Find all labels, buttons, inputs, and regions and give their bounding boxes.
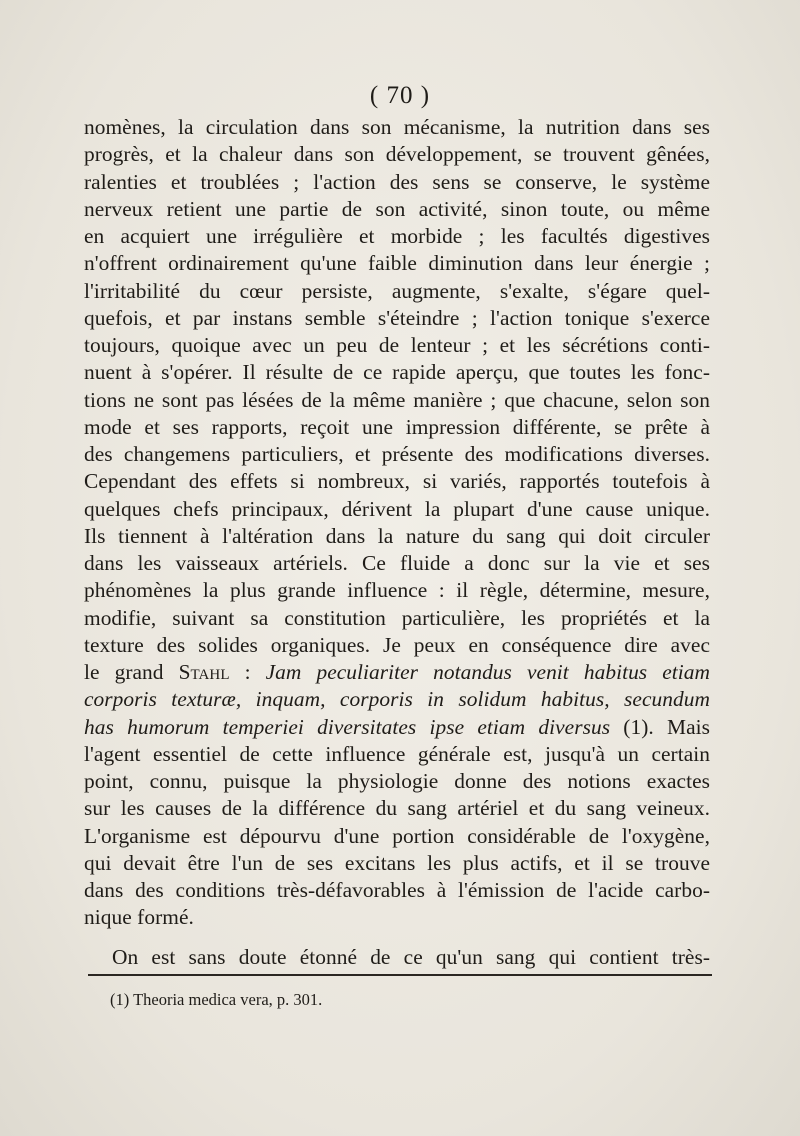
author-name-stahl: Stahl [178,660,230,684]
latin-quote-end: has humorum temperiei diversitates ipse etiam diversus [84,714,611,739]
text-line: ralenties et troublées ; l'action des sens se conserve, le système [84,169,710,194]
text-line: l'irritabilité du cœur persiste, augmente, s'exalte, s'égare quel- [84,278,710,303]
text-line: progrès, et la chaleur dans son développement, se trouvent gênées, [84,142,710,167]
text-line: tions ne sont pas lésées de la même manière ; que chacune, selon son [84,387,710,412]
page-number: ( 70 ) [369,82,431,109]
footnote-rule [88,974,712,976]
text-line: des changemens particuliers, et présente des modifications diverses. [84,442,710,466]
latin-quote-line: corporis texturæ, inquam, corporis in solidum habitus, secundum [84,687,710,712]
text-line: toujours, quoique avec un peu de lenteur ; et les sécrétions conti- [84,333,710,357]
text-line: dans les vaisseaux artériels. Ce fluide a donc sur la vie et ses [84,551,710,575]
text-line: texture des solides organiques. Je peux en conséquence dire avec [84,632,710,657]
text-line: en acquiert une irrégulière et morbide ; les facultés digestives [84,224,710,248]
text-line: nomènes, la circulation dans son mécanisme, la nutrition dans ses [84,115,710,139]
text-line: mode et ses rapports, reçoit une impression différente, se prête à [84,414,710,439]
new-paragraph-line: On est sans doute étonné de ce qu'un sang qui contient très- [112,944,710,969]
text-line: modifie, suivant sa constitution particulière, les propriétés et la [84,605,710,630]
latin-quote-end-line [84,714,710,741]
latin-quote: Jam peculiariter notandus venit habitus etiam [265,660,711,684]
text-line: qui devait être l'un de ses excitans les plus actifs, et il se trouve [84,850,710,875]
footnote-reference: (1). Mais [610,714,710,739]
text-line: quefois, et par instans semble s'éteindre ; l'action tonique s'exerce [84,305,710,330]
paragraph-end-line: nique formé. [84,905,194,930]
text-line: quelques chefs principaux, dérivent la plupart d'une cause unique. [84,496,710,521]
text-line: L'organisme est dépourvu d'une portion considérable de l'oxygène, [84,823,710,848]
quote-separator: : [229,660,266,684]
stahl-prefix: le grand [84,660,179,684]
stahl-quote-line [84,659,710,686]
text-line: nuent à s'opérer. Il résulte de ce rapide aperçu, que toutes les fonc- [84,360,710,385]
text-line: Ils tiennent à l'altération dans la nature du sang qui doit circuler [84,523,710,548]
footnote: (1) Theoria medica vera, p. 301. [110,990,323,1009]
text-line: l'agent essentiel de cette influence générale est, jusqu'à un certain [84,741,710,766]
text-line: nerveux retient une partie de son activité, sinon toute, ou même [84,196,710,221]
text-line: sur les causes de la différence du sang artériel et du sang veineux. [84,796,710,821]
text-line: n'offrent ordinairement qu'une faible diminution dans leur énergie ; [84,251,710,276]
text-line: phénomènes la plus grande influence : il règle, détermine, mesure, [84,578,710,603]
body-text [84,114,710,971]
text-line: dans des conditions très-défavorables à l'émission de l'acide carbo- [84,878,710,902]
text-line: Cependant des effets si nombreux, si variés, rapportés toutefois à [84,469,710,494]
text-line: point, connu, puisque la physiologie donne des notions exactes [84,769,710,793]
